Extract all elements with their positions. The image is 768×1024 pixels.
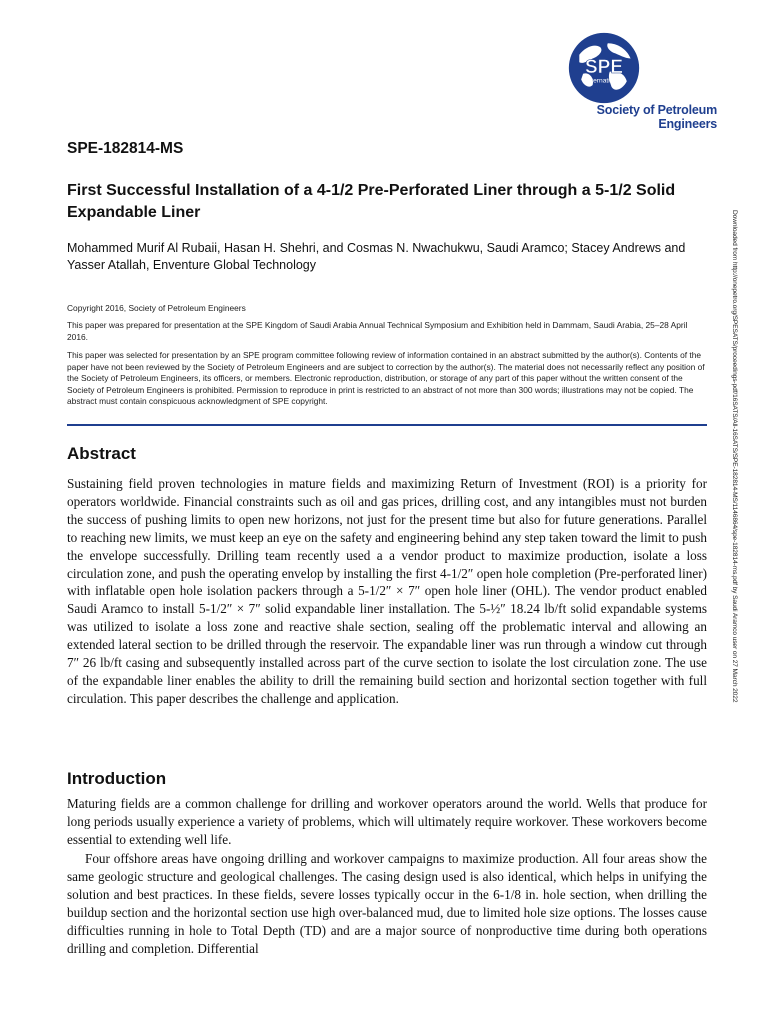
org-name: Society of Petroleum Engineers bbox=[596, 103, 717, 131]
introduction-paragraph-2: Four offshore areas have ongoing drilling and workover campaigns to maximize production. All four areas show the same geologic structure and geological challenges. The casing design used is also identical, which helps in unifying the solution and best practices. In these fields, severe losses typically occur in the 6-1/8 in. hole section, when drilling the buildup section and the horizontal section use high over-balanced mud, due to limited hole size options. The losses cause difficulties running in hole to Total Depth (TD) and are a major source of nonproductive time during both operations drilling and completion. Differential bbox=[67, 851, 707, 956]
abstract-heading: Abstract bbox=[67, 444, 136, 463]
introduction-paragraph-1: Maturing fields are a common challenge for drilling and workover operators around the world. Wells that produce for long periods usually experience a variety of problems, which will ultimately require workover. These workovers become essential to extending well life. bbox=[67, 796, 707, 847]
introduction-heading: Introduction bbox=[67, 769, 167, 788]
download-note: Downloaded from http://onepetro.org/SPESATS/proceedings-pdf/16SATS/All-16SATS/SPE-182814-MS/1146864/spe-182814-ms.pdf by Saudi Aramco user on 27 March 2022 bbox=[731, 210, 738, 703]
paper-id: SPE-182814-MS bbox=[67, 140, 184, 157]
globe-icon bbox=[566, 30, 642, 106]
paper-title: First Successful Installation of a 4-1/2 Pre-Perforated Liner through a 5-1/2 Solid Expandable Liner bbox=[67, 182, 676, 221]
logo-subtext: International bbox=[585, 77, 623, 85]
selection-notice: This paper was selected for presentation by an SPE program committee following review of information contained in an abstract submitted by the author(s). Contents of the paper have not been reviewed by the Society of Petroleum Engineers and are subject to correction by the author(s). The material does not necessarily reflect any position of the Society of Petroleum Engineers, its officers, or members. Electronic reproduction, distribution, or storage of any part of this paper without the written consent of the Society of Petroleum Engineers is prohibited. Permission to reproduce in print is restricted to an abstract of not more than 300 words; illustrations may not be copied. The abstract must contain conspicuous acknowledgment of SPE copyright. bbox=[67, 350, 705, 407]
paper-authors: Mohammed Murif Al Rubaii, Hasan H. Shehri, and Cosmas N. Nwachukwu, Saudi Aramco; Stacey Andrews and Yasser Atallah, Enventure Global Technology bbox=[67, 241, 686, 272]
section-divider bbox=[67, 424, 707, 426]
abstract-text: Sustaining field proven technologies in mature fields and maximizing Return of Investment (ROI) is a priority for operators worldwide. Financial constraints such as oil and gas prices, drilling cost, and any intangibles must not burden the success of pushing limits to open new horizons, not just for the present time but also for future generations. Parallel to reaching new limits, we must keep an eye on the safety and engineering behind any step taken toward the limit to push the envelope successfully. Drilling team recently used a a vendor product to maximize production, isolate a loss circulation zone, and push the operating envelop by installing the first 4-1/2″ open hole completion (Pre-perforated liner) with inflatable open hole isolation packers through a 5-1/2″ × 7″ open hole liner (OHL). The vendor product enabled Saudi Aramco to install 5-1/2″ × 7″ solid expandable liner installation. The 5-½″ 18.24 lb/ft solid expandable systems was utilized to isolate a loss zone and reactive shale section, sealing off the problematic interval and allowing an extended lateral section to be drilled through the reservoir. The expandable liner was run through a window cut through 7″ 26 lb/ft casing and subsequently installed across part of the curve section to isolate the lost circulation zone. The use of the expandable liner enables the ability to drill the remaining build section and horizontal section together with full circulation. This paper describes the challenge and application. bbox=[67, 476, 707, 706]
presentation-notice: This paper was prepared for presentation at the SPE Kingdom of Saudi Arabia Annual Technical Symposium and Exhibition held in Dammam, Saudi Arabia, 25–28 April 2016. bbox=[67, 320, 688, 342]
logo-text: SPE bbox=[584, 56, 624, 78]
copyright-notice: Copyright 2016, Society of Petroleum Engineers bbox=[67, 303, 246, 313]
